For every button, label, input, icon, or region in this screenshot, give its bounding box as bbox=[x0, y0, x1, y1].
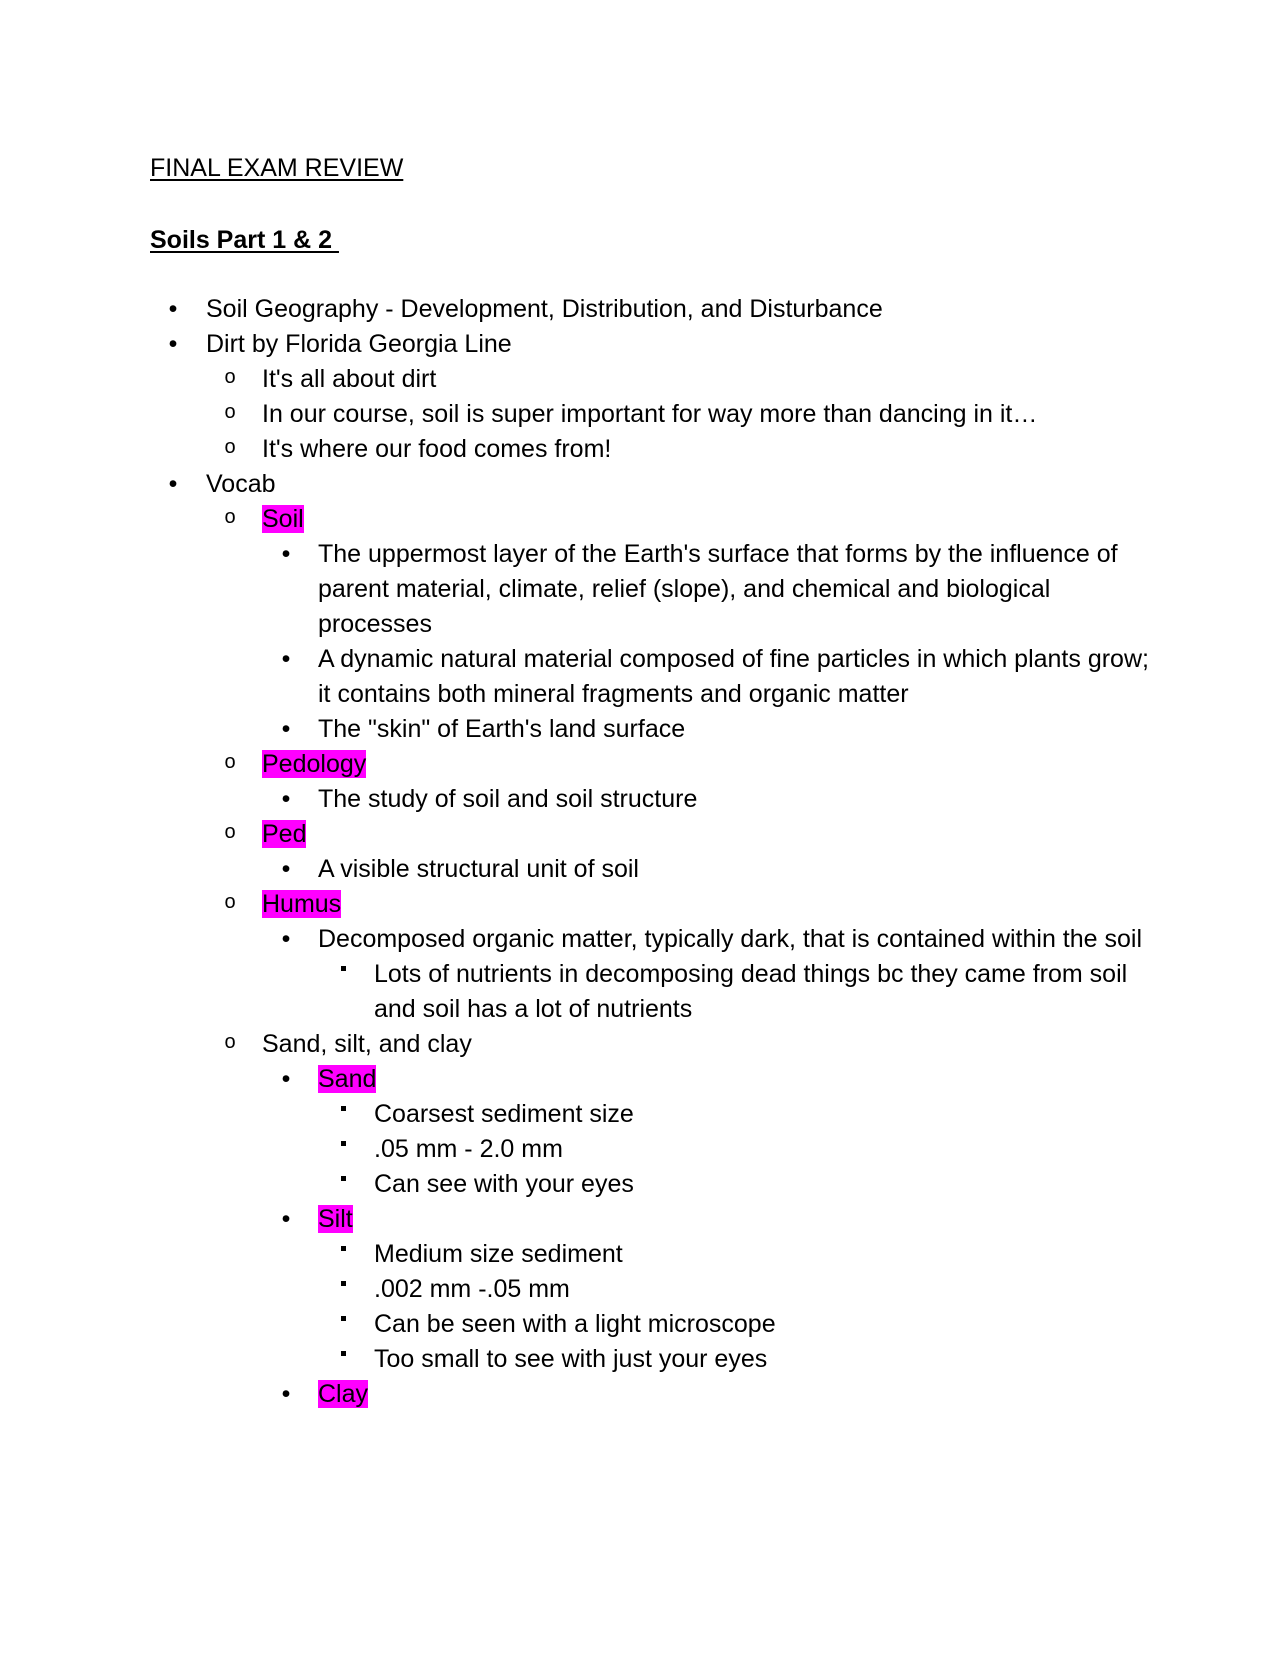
highlighted-term: Ped bbox=[262, 820, 307, 848]
bullet-icon: • bbox=[168, 470, 178, 498]
outline-item-level-3 bbox=[150, 852, 1150, 887]
item-text: Medium size sediment bbox=[374, 1240, 623, 1268]
square-bullet-icon bbox=[333, 1342, 353, 1377]
item-text: The "skin" of Earth's land surface bbox=[318, 715, 686, 743]
outline-item-level-2 bbox=[150, 502, 1150, 537]
item-text: It's where our food comes from! bbox=[262, 435, 612, 463]
section-heading: Soils Part 1 & 2 bbox=[150, 226, 339, 254]
outline-item-text bbox=[150, 397, 1150, 432]
outline-item-text bbox=[150, 537, 1150, 642]
item-text: A visible structural unit of soil bbox=[318, 855, 639, 883]
outline-item-text bbox=[150, 1167, 1150, 1202]
highlighted-term: Humus bbox=[262, 890, 342, 918]
outline-item-text bbox=[150, 467, 1150, 502]
outline-item-text bbox=[150, 1342, 1150, 1377]
outline-item-level-4 bbox=[150, 957, 1150, 1027]
outline-item-level-4 bbox=[150, 1342, 1150, 1377]
item-text: Coarsest sediment size bbox=[374, 1100, 634, 1128]
circle-bullet-icon: o bbox=[224, 821, 236, 843]
highlighted-term: Soil bbox=[262, 505, 304, 533]
outline-item-level-2 bbox=[150, 397, 1150, 432]
outline-item-level-3 bbox=[150, 1062, 1150, 1097]
outline-item-text bbox=[150, 887, 1150, 922]
document-title: FINAL EXAM REVIEW bbox=[150, 154, 404, 182]
circle-bullet-icon: o bbox=[224, 506, 236, 528]
outline-item-level-1 bbox=[150, 327, 1150, 362]
highlighted-term: Pedology bbox=[262, 750, 367, 778]
outline-item-text bbox=[150, 922, 1150, 957]
item-text: It's all about dirt bbox=[262, 365, 437, 393]
bullet-icon: • bbox=[281, 715, 291, 743]
highlighted-term: Silt bbox=[318, 1205, 353, 1233]
outline-item-level-3 bbox=[150, 712, 1150, 747]
item-text: Dirt by Florida Georgia Line bbox=[206, 330, 512, 358]
outline-item-level-2 bbox=[150, 887, 1150, 922]
outline-item-text bbox=[150, 1062, 1150, 1097]
highlighted-term: Sand bbox=[318, 1065, 377, 1093]
outline-item-level-4 bbox=[150, 1097, 1150, 1132]
item-text: Lots of nutrients in decomposing dead things bc they came from soil and soil has a lot of nutrients bbox=[374, 960, 1128, 1023]
outline-item-text bbox=[150, 1307, 1150, 1342]
outline-item-text bbox=[150, 432, 1150, 467]
highlighted-term: Clay bbox=[318, 1380, 369, 1408]
outline-item-level-3 bbox=[150, 537, 1150, 642]
outline-item-text bbox=[150, 1132, 1150, 1167]
outline-item-text bbox=[150, 362, 1150, 397]
square-bullet-icon bbox=[333, 1237, 353, 1272]
outline-item-text bbox=[150, 1272, 1150, 1307]
outline-item-level-2 bbox=[150, 362, 1150, 397]
outline-item-text bbox=[150, 1237, 1150, 1272]
item-text: Can be seen with a light microscope bbox=[374, 1310, 776, 1338]
bullet-icon: • bbox=[281, 785, 291, 813]
bullet-icon: • bbox=[281, 1205, 291, 1233]
outline-item-level-3 bbox=[150, 642, 1150, 712]
circle-bullet-icon: o bbox=[224, 401, 236, 423]
outline-item-text bbox=[150, 817, 1150, 852]
circle-bullet-icon: o bbox=[224, 891, 236, 913]
outline-item-text bbox=[150, 1377, 1150, 1412]
outline-item-level-3 bbox=[150, 782, 1150, 817]
item-text: In our course, soil is super important for way more than dancing in it… bbox=[262, 400, 1038, 428]
outline-item-level-2 bbox=[150, 747, 1150, 782]
square-bullet-icon bbox=[333, 1307, 353, 1342]
bullet-icon: • bbox=[168, 295, 178, 323]
square-bullet-icon bbox=[333, 1272, 353, 1307]
bullet-icon: • bbox=[281, 540, 291, 568]
item-text: A dynamic natural material composed of fine particles in which plants grow; it contains both mineral fragments and organic matter bbox=[318, 645, 1149, 708]
square-bullet-icon bbox=[333, 1167, 353, 1202]
outline-item-text bbox=[150, 327, 1150, 362]
item-text: .05 mm - 2.0 mm bbox=[374, 1135, 563, 1163]
item-text: Sand, silt, and clay bbox=[262, 1030, 472, 1058]
outline-item-level-2 bbox=[150, 1027, 1150, 1062]
outline-item-text bbox=[150, 852, 1150, 887]
outline-item-text bbox=[150, 502, 1150, 537]
outline-item-level-3 bbox=[150, 922, 1150, 957]
outline-item-text bbox=[150, 292, 1150, 327]
outline-item-level-2 bbox=[150, 817, 1150, 852]
outline-item-text bbox=[150, 1202, 1150, 1237]
outline-item-text bbox=[150, 1097, 1150, 1132]
item-text: Can see with your eyes bbox=[374, 1170, 634, 1198]
item-text: Too small to see with just your eyes bbox=[374, 1345, 768, 1373]
item-text: Decomposed organic matter, typically dark, that is contained within the soil bbox=[318, 925, 1143, 953]
outline-item-level-1 bbox=[150, 467, 1150, 502]
outline-item-text bbox=[150, 642, 1150, 712]
circle-bullet-icon: o bbox=[224, 436, 236, 458]
circle-bullet-icon: o bbox=[224, 751, 236, 773]
square-bullet-icon bbox=[333, 957, 353, 992]
outline-item-level-3 bbox=[150, 1202, 1150, 1237]
bullet-icon: • bbox=[281, 855, 291, 883]
outline-item-level-4 bbox=[150, 1167, 1150, 1202]
outline-item-level-4 bbox=[150, 1132, 1150, 1167]
outline-item-level-4 bbox=[150, 1307, 1150, 1342]
item-text: .002 mm -.05 mm bbox=[374, 1275, 570, 1303]
item-text: Soil Geography - Development, Distribution, and Disturbance bbox=[206, 295, 883, 323]
outline-item-level-3 bbox=[150, 1377, 1150, 1412]
bullet-icon: • bbox=[281, 1380, 291, 1408]
outline-item-level-4 bbox=[150, 1272, 1150, 1307]
outline-list bbox=[150, 292, 1150, 1412]
outline-item-text bbox=[150, 957, 1150, 1027]
circle-bullet-icon: o bbox=[224, 366, 236, 388]
square-bullet-icon bbox=[333, 1132, 353, 1167]
item-text: The study of soil and soil structure bbox=[318, 785, 698, 813]
outline-item-text bbox=[150, 1027, 1150, 1062]
outline-item-text bbox=[150, 712, 1150, 747]
item-text: Vocab bbox=[206, 470, 276, 498]
outline-item-level-1 bbox=[150, 292, 1150, 327]
circle-bullet-icon: o bbox=[224, 1031, 236, 1053]
bullet-icon: • bbox=[281, 925, 291, 953]
bullet-icon: • bbox=[281, 645, 291, 673]
bullet-icon: • bbox=[168, 330, 178, 358]
square-bullet-icon bbox=[333, 1097, 353, 1132]
outline-item-level-4 bbox=[150, 1237, 1150, 1272]
outline-item-level-2 bbox=[150, 432, 1150, 467]
item-text: The uppermost layer of the Earth's surface that forms by the influence of parent material, climate, relief (slope), and chemical and biological processes bbox=[318, 540, 1118, 638]
bullet-icon: • bbox=[281, 1065, 291, 1093]
outline-item-text bbox=[150, 782, 1150, 817]
outline-item-text bbox=[150, 747, 1150, 782]
